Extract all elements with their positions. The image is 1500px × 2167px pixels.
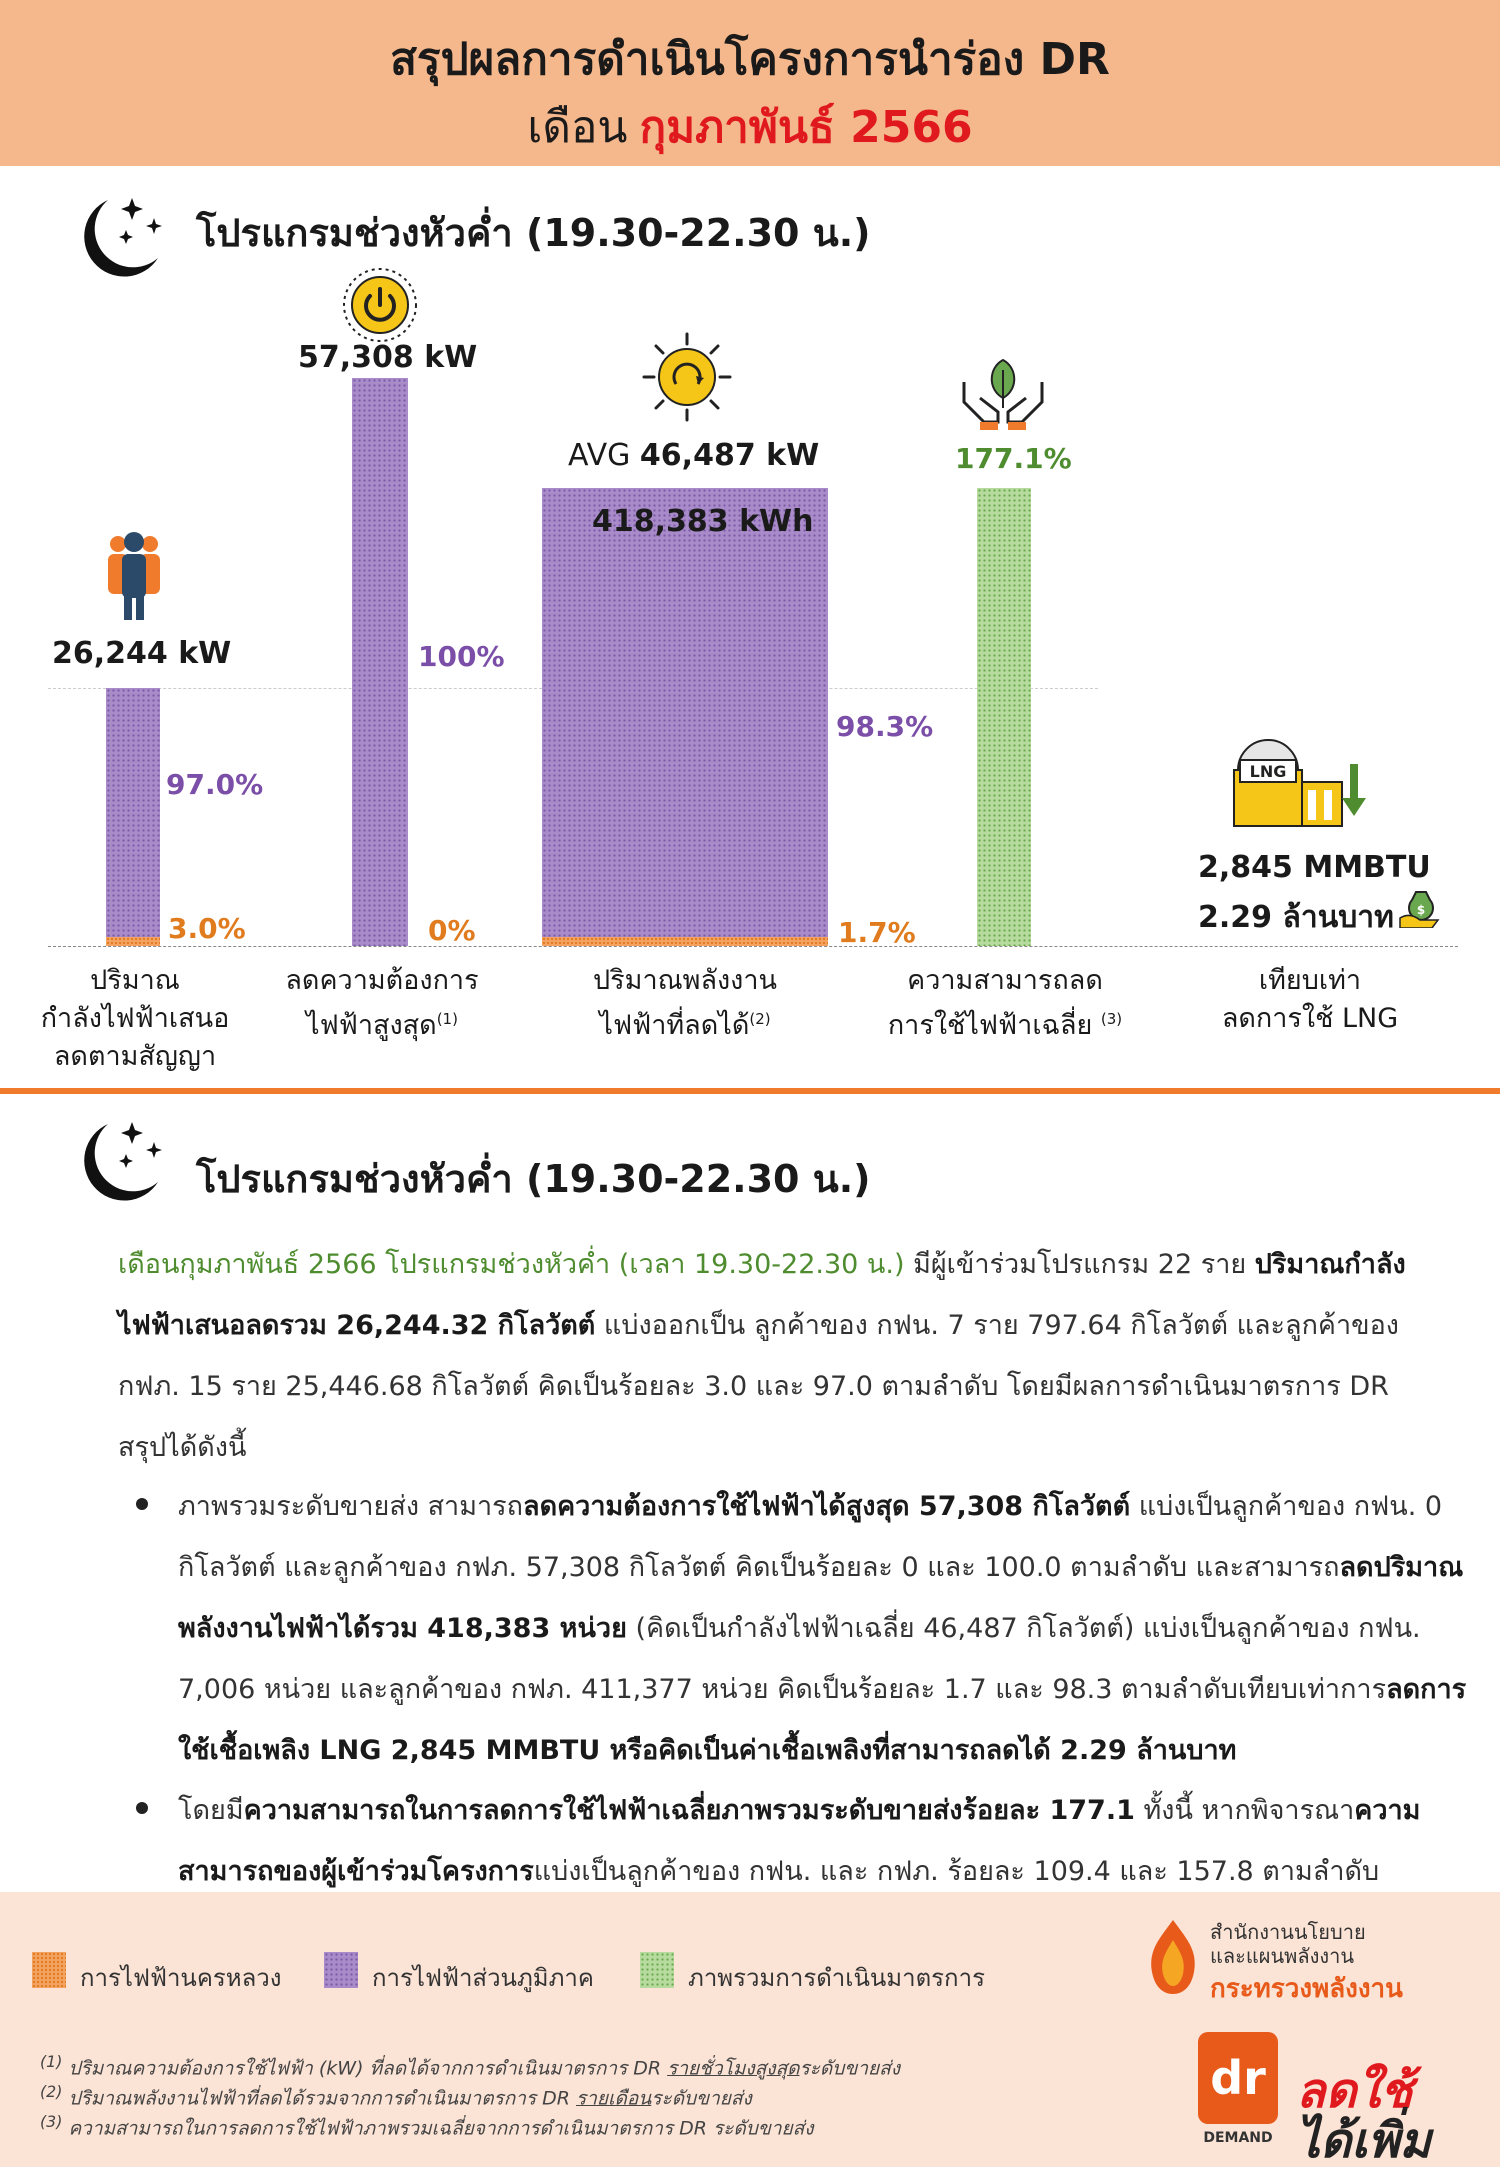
lng-mmbtu-label: 2,845 MMBTU: [1198, 850, 1431, 885]
section-title-evening-2: โปรแกรมช่วงหัวค่ำ (19.30-22.30 น.): [196, 1157, 871, 1201]
flame-logo-icon: [1142, 1916, 1204, 1998]
month-value: กุมภาพันธ์ 2566: [639, 102, 973, 153]
bar3-pea-segment: [542, 488, 828, 937]
brand-slogan: ลดใช้ ได้เพิ่ม: [1296, 2063, 1431, 2167]
legend-label-overall: ภาพรวมการดำเนินมาตรการ: [688, 1964, 985, 1992]
lng-plant-icon: [1222, 720, 1372, 832]
legend-label-mea: การไฟฟ้านครหลวง: [80, 1964, 282, 1992]
bar3-avg-value: 46,487 kW: [639, 438, 820, 473]
bar2-mea-pct: 0%: [428, 914, 476, 947]
bar4-total-label: 177.1%: [955, 442, 1072, 475]
svg-text:DEMAND: DEMAND: [1203, 2130, 1273, 2146]
bullet-dot-2: [136, 1802, 148, 1814]
legend-swatch-overall: [640, 1952, 674, 1988]
moon-stars-icon: [62, 188, 172, 288]
org-name: สำนักงานนโยบาย และแผนพลังงาน: [1210, 1920, 1366, 1968]
page-header: [0, 0, 1500, 166]
category-label-4: ความสามารถลด การใช้ไฟฟ้าเฉลี่ย $^{(3)}$: [887, 965, 1123, 1041]
bar1-total-label: 26,244 kW: [52, 636, 232, 671]
summary-paragraph: เดือนกุมภาพันธ์ 2566 โปรแกรมช่วงหัวค่ำ (เวลา 19.30-22.30 น.) มีผู้เข้าร่วมโปรแกรม 22 ราย ปริมาณกำลังไฟฟ้าเสนอลดรวม 26,244.32 กิโลวัตต์ แบ่งออกเป็น ลูกค้าของ กฟน. 7 ราย 797.64 กิโลวัตต์ และลูกค้าของ กฟภ. 15 ราย 25,446.68 กิโลวัตต์ คิดเป็นร้อยละ 3.0 และ 97.0 ตามลำดับ โดยมีผลการดำเนินมาตรการ DR สรุปได้ดังนี้: [118, 1249, 1406, 1463]
hands-plant-icon: [958, 352, 1048, 432]
category-label-3: ปริมาณพลังงาน ไฟฟ้าที่ลดได้$^{(2)}$: [593, 965, 777, 1041]
bar2-total-label: 57,308 kW: [298, 340, 478, 375]
bar1-mea-pct: 3.0%: [168, 912, 246, 945]
bar1-pea-pct: 97.0%: [166, 768, 264, 801]
svg-text:$: $: [1416, 903, 1426, 917]
demand-response-logo: [1192, 2028, 1284, 2148]
bar3-avg-prefix: AVG: [568, 438, 631, 473]
bar2-pea-segment: [352, 378, 408, 946]
moon-stars-icon-2: [62, 1112, 172, 1212]
energy-sun-icon: [640, 330, 734, 424]
section-divider: [0, 1088, 1500, 1094]
bar3-mea-segment: [542, 937, 828, 946]
footnote-3: $^{(3)}$ ความสามารถในการลดการใช้ไฟฟ้าภาพรวมเฉลี่ยจากการดำเนินมาตรการ DR ระดับขายส่ง: [40, 2112, 814, 2140]
bullet-dot-1: [136, 1498, 148, 1510]
page-subtitle: [0, 92, 1500, 162]
legend-swatch-pea: [324, 1952, 358, 1988]
bar1-mea-segment: [106, 937, 160, 946]
power-button-icon: [340, 265, 420, 345]
section-title-evening: โปรแกรมช่วงหัวค่ำ (19.30-22.30 น.): [196, 211, 871, 255]
bar2-pea-pct: 100%: [418, 640, 505, 673]
bar3-mea-pct: 1.7%: [838, 916, 916, 949]
bullet-item-2: โดยมีความสามารถในการลดการใช้ไฟฟ้าเฉลี่ยภาพรวมระดับขายส่งร้อยละ 177.1 ทั้งนี้ หากพิจารณาความสามารถของผู้เข้าร่วมโครงการแบ่งเป็นลูกค้าของ กฟน. และ กฟภ. ร้อยละ 109.4 และ 157.8 ตามลำดับ: [178, 1795, 1421, 1887]
footnote-1: $^{(1)}$ ปริมาณความต้องการใช้ไฟฟ้า (kW) ที่ลดได้จากการดำเนินมาตรการ DR รายชั่วโมงสูงสุดระดับขายส่ง: [40, 2052, 900, 2080]
bar1-pea-segment: [106, 688, 160, 937]
bullet-item-1: ภาพรวมระดับขายส่ง สามารถลดความต้องการใช้ไฟฟ้าได้สูงสุด 57,308 กิโลวัตต์ แบ่งเป็นลูกค้าของ กฟน. 0 กิโลวัตต์ และลูกค้าของ กฟภ. 57,308 กิโลวัตต์ คิดเป็นร้อยละ 0 และ 100.0 ตามลำดับ และสามารถลดปริมาณพลังงานไฟฟ้าได้รวม 418,383 หน่วย (คิดเป็นกำลังไฟฟ้าเฉลี่ย 46,487 กิโลวัตต์) แบ่งเป็นลูกค้าของ กฟน. 7,006 หน่วย และลูกค้าของ กฟภ. 411,377 หน่วย คิดเป็นร้อยละ 1.7 และ 98.3 ตามลำดับเทียบเท่าการลดการใช้เชื้อเพลิง LNG 2,845 MMBTU หรือคิดเป็นค่าเชื้อเพลิงที่สามารถลดได้ 2.29 ล้านบาท: [178, 1491, 1467, 1766]
page-title: สรุปผลการดำเนินโครงการนำร่อง DR: [390, 34, 1110, 85]
money-hand-icon: [1398, 888, 1444, 928]
footnote-2: $^{(2)}$ ปริมาณพลังงานไฟฟ้าที่ลดได้รวมจากการดำเนินมาตรการ DR รายเดือนระดับขายส่ง: [40, 2082, 752, 2110]
bar4-overall-segment: [977, 488, 1031, 946]
bar3-total-label: 418,383 kWh: [592, 504, 814, 539]
legend-swatch-mea: [32, 1952, 66, 1988]
category-label-2: ลดความต้องการ ไฟฟ้าสูงสุด$^{(1)}$: [285, 965, 479, 1041]
chart-baseline: [48, 946, 1458, 947]
month-prefix: เดือน: [527, 102, 628, 153]
svg-text:dr: dr: [1210, 2051, 1266, 2105]
people-icon: [104, 530, 164, 622]
bar3-pea-pct: 98.3%: [836, 710, 934, 743]
lng-baht-label: 2.29 ล้านบาท: [1198, 900, 1394, 935]
bar3-avg-label: [568, 438, 819, 473]
category-label-1: ปริมาณ กำลังไฟฟ้าเสนอ ลดตามสัญญา: [40, 965, 230, 1072]
legend-label-pea: การไฟฟ้าส่วนภูมิภาค: [372, 1964, 594, 1992]
ministry-name: กระทรวงพลังงาน: [1210, 1974, 1403, 2004]
category-label-5: เทียบเท่า ลดการใช้ LNG: [1221, 965, 1399, 1034]
svg-text:LNG: LNG: [1249, 762, 1287, 781]
